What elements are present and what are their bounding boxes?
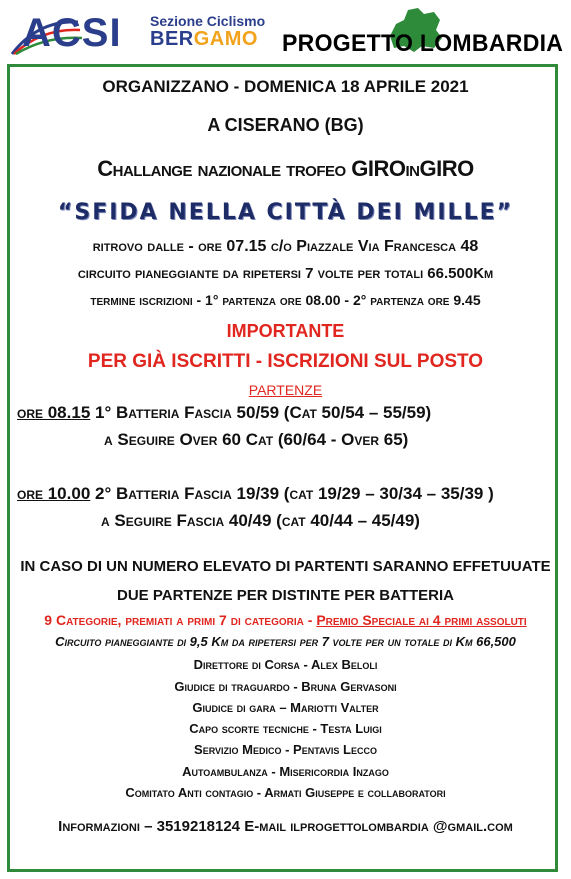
battery-2-line: [17, 484, 494, 504]
logo-sub-2a: BER: [150, 28, 194, 50]
logo-sub-2b: GAMO: [193, 28, 258, 50]
registration-line: termine iscrizioni - 1° partenza ore 08.00 - 2° partenza ore 9.45: [90, 292, 481, 308]
circuit-line: circuito pianeggiante da ripetersi 7 volte per totali 66.500Km: [77, 265, 494, 282]
battery-1-line: [17, 403, 431, 423]
staff-medical: Servizio Medico - Pentavis Lecco: [194, 742, 377, 757]
organizers-line: ORGANIZZANO - DOMENICA 18 APRILE 2021: [102, 77, 469, 96]
battery-2-sub: a Seguire Fascia 40/49 (cat 40/44 – 45/49): [101, 511, 420, 530]
logo-sub-1: Sezione Ciclismo: [150, 13, 266, 29]
battery-2-time: ore 10.00: [17, 484, 91, 503]
logo-subtitle: [150, 14, 265, 49]
categories-b: premiati a primi 7: [125, 612, 227, 628]
battery-1-sub: a Seguire Over 60 Cat (60/64 - Over 65): [104, 430, 409, 449]
circuit-detail-line: Circuito pianeggiante di 9,5 Km da ripetersi per 7 volte per un totale di Km 66,500: [55, 634, 516, 649]
battery-2-text: 2° Batteria Fascia 19/39 (cat 19/29 – 30/34 – 35/39 ): [90, 484, 494, 503]
note-line-1: IN CASO DI UN NUMERO ELEVATO DI PARTENTI SARANNO EFFETUUATE: [20, 558, 551, 575]
staff-anticontagion: Comitato Anti contagio - Armati Giuseppe e collaboratori: [125, 785, 446, 800]
contact-info: Informazioni – 3519218124 E-mail ilprogettolombardia @gmail.com: [58, 818, 513, 835]
categories-c: di categoria -: [226, 612, 317, 628]
staff-escort: Capo scorte tecniche - Testa Luigi: [189, 721, 382, 736]
battery-1-time: ore 08.15: [17, 403, 91, 422]
header: [0, 0, 571, 62]
staff-ambulance: Autoambulanza - Misericordia Inzago: [182, 764, 389, 779]
staff-finish-judge: Giudice di traguardo - Bruna Gervasoni: [174, 679, 397, 694]
categories-d: Premio Speciale ai 4 primi assoluti: [316, 612, 527, 628]
departures-heading: PARTENZE: [248, 382, 323, 398]
location-line: A CISERANO (BG): [207, 115, 364, 135]
logo-sub-2: [150, 29, 265, 49]
staff-director: Direttore di Corsa - Alex Beloli: [193, 657, 378, 672]
categories-line: [0, 612, 571, 628]
event-title: “SFIDA NELLA CITTÀ DEI MILLE”: [57, 200, 514, 225]
notice-line: PER GIÀ ISCRITTI - ISCRIZIONI SUL POSTO: [87, 351, 484, 372]
challenge-title: Challange nazionale trofeo GIROinGIRO: [97, 156, 474, 181]
note-line-2: DUE PARTENZE PER DISTINTE PER BATTERIA: [117, 587, 454, 604]
battery-1-text: 1° Batteria Fascia 50/59 (Cat 50/54 – 55/59): [90, 403, 432, 422]
project-title: PROGETTO LOMBARDIA: [282, 30, 564, 57]
meeting-line: ritrovo dalle - ore 07.15 c/o Piazzale Via Francesca 48: [92, 238, 479, 255]
logo-text: ACSI: [22, 11, 122, 55]
categories-a: 9 Categorie,: [44, 612, 126, 628]
important-label: IMPORTANTE: [226, 321, 345, 341]
staff-race-judge: Giudice di gara – Mariotti Valter: [192, 700, 379, 715]
acsi-logo: [8, 10, 148, 56]
